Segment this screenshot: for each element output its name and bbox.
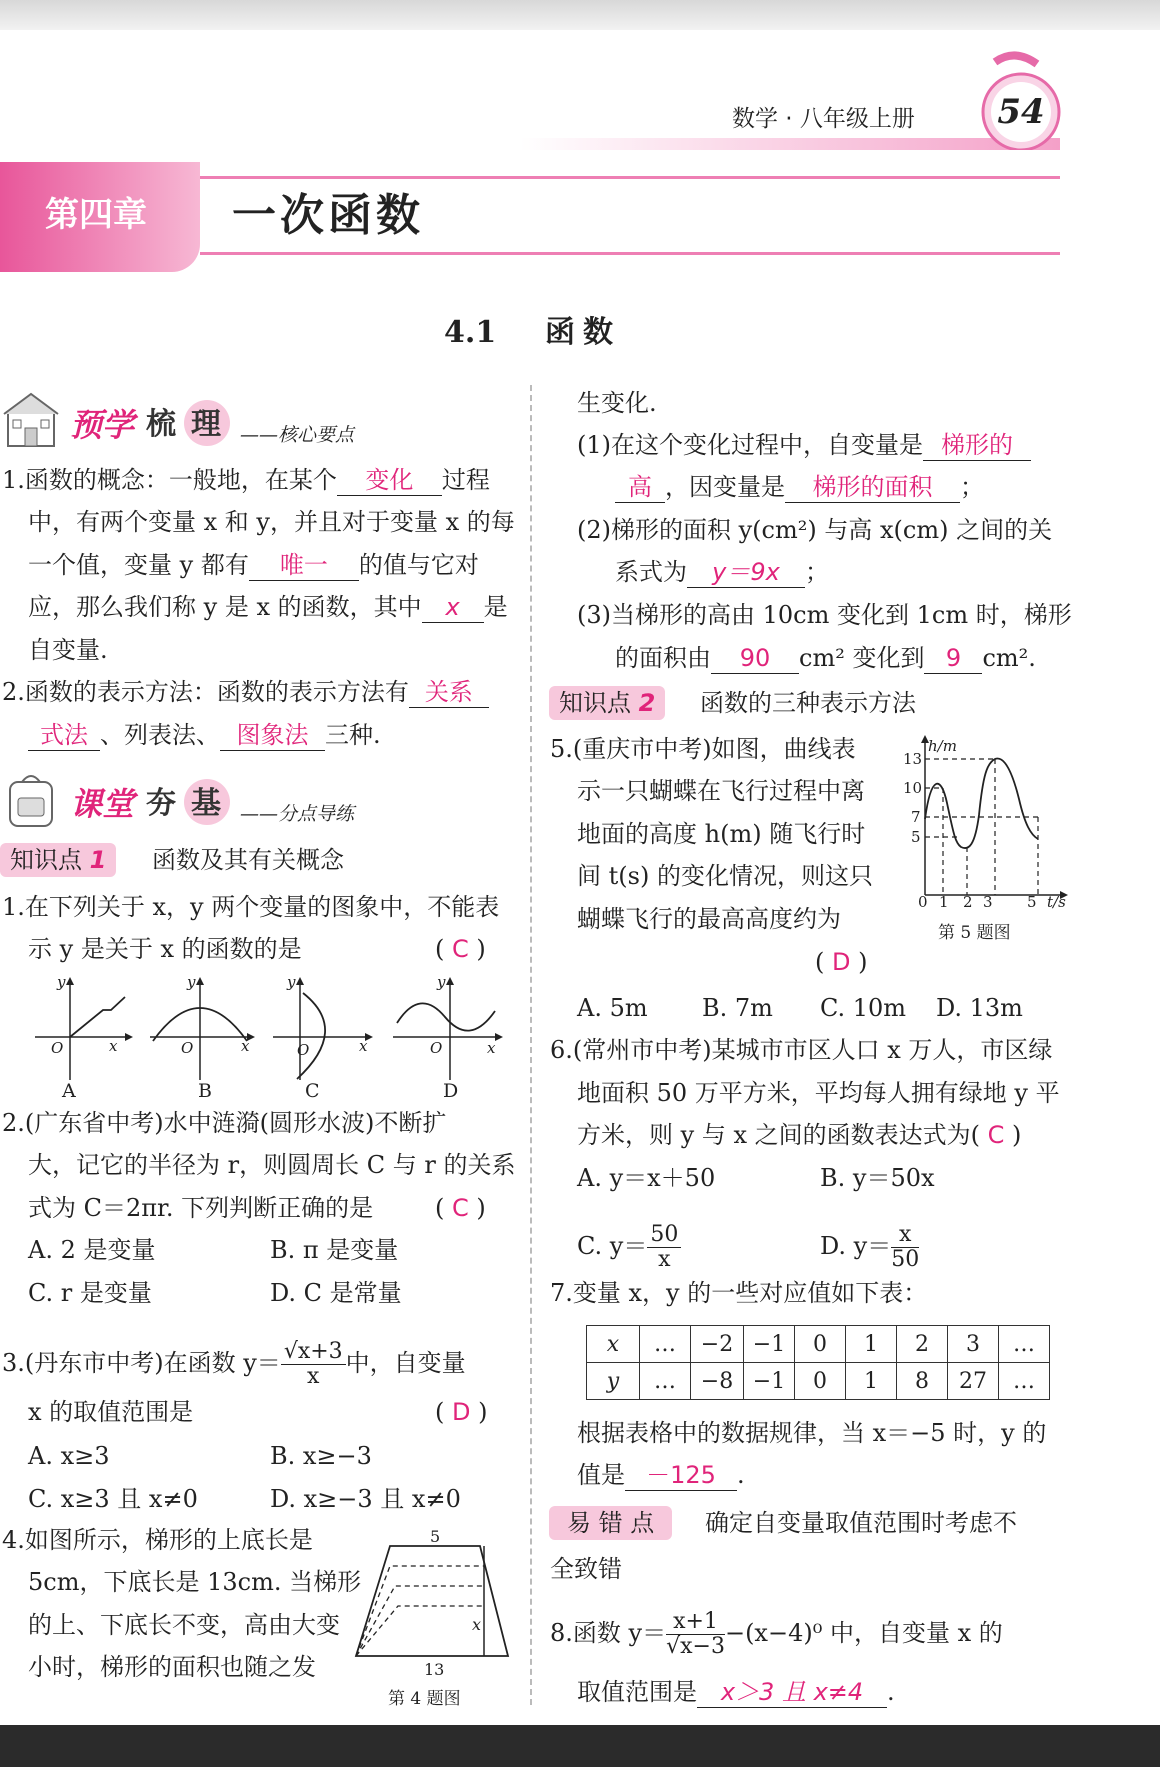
ketang-title-2: 夯 xyxy=(146,786,176,821)
axis-x-label: x xyxy=(109,1037,118,1055)
origin-label: O xyxy=(51,1039,64,1057)
core-p2-line1: 2.函数的表示方法：函数的表示方法有 关系 xyxy=(2,677,489,708)
q5-line3: 地面的高度 h(m) 随飞行时 xyxy=(577,820,866,848)
chapter-rule-top xyxy=(200,176,1060,179)
answer-blank: 图象法 xyxy=(220,720,325,751)
xtick: 5 xyxy=(1027,893,1037,910)
xtick: 0 xyxy=(918,893,928,910)
q5-line1: 5.(重庆市中考)如图，曲线表 xyxy=(550,735,856,763)
q2-option-a: A. 2 是变量 xyxy=(28,1236,156,1264)
q6-line3: 方米，则 y 与 x 之间的函数表达式为( C ) xyxy=(577,1121,1022,1149)
ytick: 10 xyxy=(903,779,923,797)
yuxue-title-1: 预学 xyxy=(70,406,135,444)
chapter-label: 第四章 xyxy=(45,195,147,235)
q1-graph-a xyxy=(35,975,133,1080)
q4-sub3-line1: (3)当梯形的高由 10cm 变化到 1cm 时，梯形 xyxy=(577,601,1072,629)
core-p2-line2: 式法 、列表法、 图象法 三种. xyxy=(28,720,381,751)
core-p1-line2: 中，有两个变量 x 和 y，并且对于变量 x 的每 xyxy=(28,508,515,536)
q8-line2: 取值范围是 x＞3 且 x≠4 . xyxy=(577,1678,895,1706)
yuxue-subtitle: ——核心要点 xyxy=(240,424,355,446)
q5-line5: 蝴蝶飞行的最高高度约为 xyxy=(577,905,841,933)
q3-option-b: B. x≥−3 xyxy=(270,1442,372,1470)
fig-bottom-label: 13 xyxy=(424,1660,445,1678)
axis-y-label: y xyxy=(287,975,296,991)
ytick: 7 xyxy=(911,808,921,826)
q1-graph-b xyxy=(150,975,255,1080)
q6-option-b: B. y＝50x xyxy=(820,1164,935,1192)
answer-blank: 唯一 xyxy=(249,550,359,581)
q3-line1: 3.(丹东市中考)在函数 y＝ $\frac{√x+3}{x}$ 中，自变量 xyxy=(2,1339,466,1389)
q6-option-a: A. y＝x＋50 xyxy=(577,1164,716,1192)
q5-option-c: C. 10m xyxy=(820,994,907,1022)
answer-blank: x＞3 且 x≠4 xyxy=(697,1677,887,1708)
axis-y-label: y xyxy=(437,975,446,991)
q1-label-b: B xyxy=(198,1080,212,1102)
answer-blank: 式法 xyxy=(28,720,100,751)
q6-option-d: D. y＝ $\frac{x}{50}$ xyxy=(820,1222,920,1272)
q1-label-a: A xyxy=(62,1080,76,1102)
q2-option-c: C. r 是变量 xyxy=(28,1279,152,1307)
origin-label: O xyxy=(181,1039,194,1057)
xtick: 3 xyxy=(983,893,993,910)
q7-value-table xyxy=(586,1325,1050,1400)
q7-line3: 值是 －125 . xyxy=(577,1461,745,1489)
table-row-x: x … −2 −1 0 1 2 3 … xyxy=(587,1326,1050,1363)
q7-line2: 根据表格中的数据规律，当 x＝−5 时，y 的 xyxy=(577,1419,1047,1447)
core-p1-line5: 自变量. xyxy=(28,636,108,664)
answer-blank: x xyxy=(422,592,484,623)
header-subject: 数学 · 八年级上册 xyxy=(732,106,915,132)
answer-blank: 90 xyxy=(711,643,799,674)
q5-fig-caption: 第 5 题图 xyxy=(938,923,1011,943)
q6-option-c: C. y＝ $\frac{50}{x}$ xyxy=(577,1218,681,1274)
q4-trapezoid-figure xyxy=(350,1528,520,1678)
core-p1-line1: 1.函数的概念：一般地，在某个 变化 过程 xyxy=(2,466,490,494)
q2-answer: ( C ) xyxy=(435,1194,486,1222)
top-shade xyxy=(0,0,1160,30)
core-p1-line4: 应，那么我们称 y 是 x 的函数，其中 x 是 xyxy=(28,593,508,621)
easy-mistake-title-1: 确定自变量取值范围时考虑不 xyxy=(705,1509,1017,1537)
q4-line3: 的上、下底长不变，高由大变 xyxy=(28,1611,340,1639)
answer-blank: 9 xyxy=(924,643,982,674)
origin-label: O xyxy=(297,1041,310,1059)
q1-graph-d xyxy=(393,975,503,1080)
q3-option-a: A. x≥3 xyxy=(28,1442,110,1470)
school-icon xyxy=(2,390,60,450)
ytick: 13 xyxy=(903,750,923,768)
q5-option-b: B. 7m xyxy=(702,994,773,1022)
ketang-title-3: 基 xyxy=(191,786,221,821)
q5-answer: ( D ) xyxy=(815,948,868,976)
knowledge-point-1-title: 函数及其有关概念 xyxy=(152,846,344,874)
yuxue-title-2: 梳 xyxy=(146,407,176,442)
q4-sub2-line2: 系式为 y＝9x ； xyxy=(615,558,829,586)
q4-sub1-line2: 高 ，因变量是 梯形的面积 ； xyxy=(615,472,984,503)
q3-fraction: $\frac{√x+3}{x}$ xyxy=(281,1340,346,1389)
yuxue-title-3: 理 xyxy=(191,407,221,442)
ketang-title-1: 课堂 xyxy=(70,785,135,823)
axis-t-label: t/s xyxy=(1047,893,1066,910)
q1-answer: ( C ) xyxy=(435,935,486,963)
easy-mistake-badge: 易 错 点 xyxy=(549,1506,672,1540)
q1-line2: 示 y 是关于 x 的函数的是 xyxy=(28,935,302,963)
page-number: 54 xyxy=(997,92,1045,132)
q5-height-chart xyxy=(895,735,1070,910)
q1-graphs xyxy=(25,975,515,1095)
answer-blank: 变化 xyxy=(337,465,442,496)
knowledge-point-2-title: 函数的三种表示方法 xyxy=(700,689,916,717)
q2-line2: 大，记它的半径为 r，则圆周长 C 与 r 的关系 xyxy=(28,1151,516,1179)
q6-line2: 地面积 50 万平方米，平均每人拥有绿地 y 平 xyxy=(577,1079,1060,1107)
axis-h-label: h/m xyxy=(928,737,957,755)
q1-graph-c xyxy=(273,975,373,1080)
q3-answer: ( D ) xyxy=(435,1398,488,1426)
q1-line1: 1.在下列关于 x，y 两个变量的图象中，不能表 xyxy=(2,893,500,921)
fig-x-label: x xyxy=(472,1615,482,1634)
q4-fig-caption: 第 4 题图 xyxy=(388,1689,461,1709)
section-title: 函数 xyxy=(545,315,621,350)
badge-ribbon xyxy=(995,55,1037,64)
answer-blank: 梯形的面积 xyxy=(785,472,960,503)
q5-line4: 间 t(s) 的变化情况，则这只 xyxy=(577,862,873,890)
answer-blank: －125 xyxy=(625,1460,737,1491)
q3-line2: x 的取值范围是 xyxy=(28,1398,194,1426)
xtick: 2 xyxy=(963,893,973,910)
q1-label-d: D xyxy=(443,1080,459,1102)
core-p1-line3: 一个值，变量 y 都有 唯一 的值与它对 xyxy=(28,551,479,579)
q2-option-b: B. π 是变量 xyxy=(270,1236,399,1264)
column-divider xyxy=(530,385,532,1705)
fig-top-label: 5 xyxy=(430,1528,441,1546)
q3-option-d: D. x≥−3 且 x≠0 xyxy=(270,1485,461,1513)
easy-mistake-title-2: 全致错 xyxy=(550,1555,622,1583)
chapter-rule-bottom xyxy=(200,252,1060,255)
answer-blank: y＝9x xyxy=(687,557,805,588)
q4-sub3-line2: 的面积由 90 cm² 变化到 9 cm². xyxy=(615,644,1036,672)
q4-sub1-line1: (1)在这个变化过程中，自变量是 梯形的 xyxy=(577,430,1031,461)
q5-line2: 示一只蝴蝶在飞行过程中离 xyxy=(577,777,865,805)
axis-x-label: x xyxy=(487,1039,496,1057)
xtick: 1 xyxy=(939,893,949,910)
origin-label: O xyxy=(430,1039,443,1057)
answer-blank: 梯形的 xyxy=(923,430,1031,461)
q4-line2: 5cm，下底长是 13cm. 当梯形 xyxy=(28,1568,362,1596)
axis-x-label: x xyxy=(359,1037,368,1055)
axis-x-label: x xyxy=(241,1037,250,1055)
chapter-title: 一次函数 xyxy=(232,190,424,241)
q4-sub2-line1: (2)梯形的面积 y(cm²) 与高 x(cm) 之间的关 xyxy=(577,516,1053,544)
q6-line1: 6.(常州市中考)某城市市区人口 x 万人，市区绿 xyxy=(550,1036,1053,1064)
knowledge-point-2-badge: 知识点 2 xyxy=(549,686,665,720)
q4-line4: 小时，梯形的面积也随之发 xyxy=(28,1653,316,1681)
q3-option-c: C. x≥3 且 x≠0 xyxy=(28,1485,198,1513)
q5-option-d: D. 13m xyxy=(936,994,1023,1022)
axis-y-label: y xyxy=(57,975,66,991)
q4-line1: 4.如图所示，梯形的上底长是 xyxy=(2,1526,313,1554)
q2-line3: 式为 C＝2πr. 下列判断正确的是 xyxy=(28,1194,374,1222)
ytick: 5 xyxy=(911,828,921,846)
answer-blank: 关系 xyxy=(409,677,489,708)
q1-label-c: C xyxy=(305,1080,320,1102)
section-number: 4.1 xyxy=(444,315,497,350)
answer-blank: 高 xyxy=(615,472,665,503)
ketang-subtitle: ——分点导练 xyxy=(240,803,355,825)
q2-line1: 2.(广东省中考)水中涟漪(圆形水波)不断扩 xyxy=(2,1109,447,1137)
axis-y-label: y xyxy=(187,975,196,991)
q2-option-d: D. C 是常量 xyxy=(270,1279,402,1307)
backpack-icon xyxy=(2,768,60,830)
q8-line1: 8.函数 y＝ $\frac{x+1}{√x-3}$ −(x−4)⁰ 中，自变量 x 的 xyxy=(550,1609,1003,1659)
q5-option-a: A. 5m xyxy=(577,994,648,1022)
table-row-y: y … −8 −1 0 1 8 27 … xyxy=(587,1363,1050,1400)
q4-line5: 生变化. xyxy=(577,389,657,417)
q7-line1: 7.变量 x，y 的一些对应值如下表： xyxy=(550,1279,928,1307)
knowledge-point-1-badge: 知识点 1 xyxy=(0,843,116,877)
